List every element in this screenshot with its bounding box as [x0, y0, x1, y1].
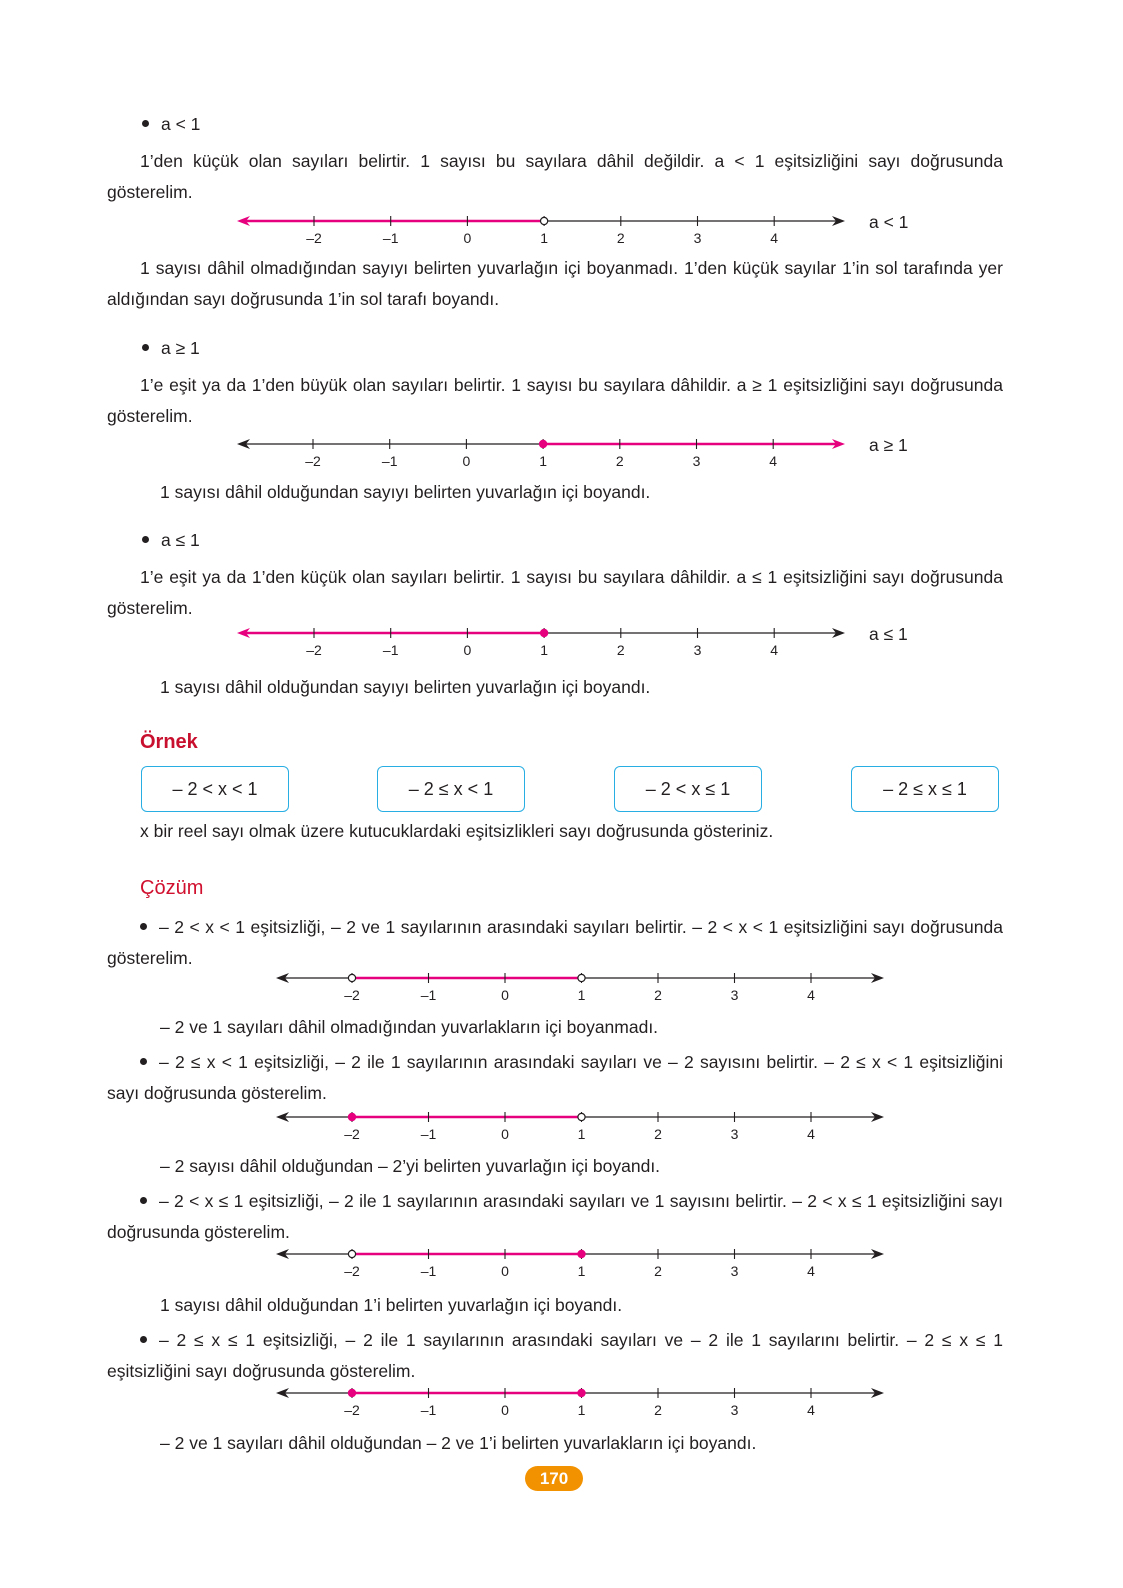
number-line-solution-1: [0, 961, 1123, 1005]
example-box-1: – 2 < x < 1: [141, 766, 289, 812]
number-line-a-lt-1: [0, 204, 1123, 248]
open-endpoint: [348, 1250, 355, 1257]
number-line-label-a-lt-1: a < 1: [869, 212, 909, 232]
open-endpoint: [541, 217, 548, 224]
number-line-solution-3: [0, 1237, 1123, 1281]
number-line-solution-4: [0, 1376, 1123, 1420]
tick-label: –2: [306, 642, 322, 658]
section-3-note: 1 sayısı dâhil olduğundan sayıyı belirten yuvarlağın içi boyandı.: [160, 677, 651, 697]
solution-item-2-note: – 2 sayısı dâhil olduğundan – 2’yi belirten yuvarlağın içi boyandı.: [160, 1156, 661, 1176]
tick-label: 3: [693, 642, 702, 658]
tick-label: –1: [420, 1126, 437, 1142]
tick-label: 3: [693, 230, 702, 246]
page-number-badge: 170: [525, 1466, 583, 1491]
tick-label: 0: [501, 1126, 509, 1142]
tick-label: –2: [344, 987, 360, 1003]
section-3-desc: 1’e eşit ya da 1’den küçük olan sayıları belirtir. 1 sayısı bu sayılara dâhildir. a ≤ 1 eşitsizliğini sayı doğrusunda gösterelim.: [107, 567, 1003, 618]
tick-label: –1: [381, 453, 398, 469]
tick-label: 4: [770, 230, 779, 246]
tick-label: 3: [730, 1263, 739, 1279]
section-3-bullet-text: a ≤ 1: [161, 530, 200, 550]
example-box-2: – 2 ≤ x < 1: [377, 766, 525, 812]
example-box-3: – 2 < x ≤ 1: [614, 766, 762, 812]
tick-label: 4: [807, 987, 815, 1003]
tick-label: –2: [305, 453, 321, 469]
filled-endpoint: [578, 1389, 585, 1396]
number-line-solution-2: [0, 1100, 1123, 1144]
solution-item-1-text: – 2 < x < 1 eşitsizliği, – 2 ve 1 sayılarının arasındaki sayıları belirtir. – 2 < x < 1 eşitsizliğini sayı doğrusunda gösterelim.: [107, 917, 1003, 968]
number-line-a-le-1: [0, 616, 1123, 660]
example-heading: Örnek: [140, 731, 198, 753]
tick-label: 4: [807, 1402, 815, 1418]
section-2-desc: 1’e eşit ya da 1’den büyük olan sayıları belirtir. 1 sayısı bu sayılara dâhildir. a ≥ 1 eşitsizliğini sayı doğrusunda gösterelim.: [107, 375, 1003, 426]
tick-label: 0: [501, 987, 509, 1003]
tick-label: 0: [501, 1263, 509, 1279]
tick-label: 4: [770, 642, 779, 658]
open-endpoint: [578, 1113, 585, 1120]
tick-label: 3: [730, 1126, 739, 1142]
tick-label: –1: [420, 1402, 437, 1418]
tick-label: 1: [577, 987, 586, 1003]
number-line-label-a-le-1: a ≤ 1: [869, 624, 908, 644]
tick-label: 1: [540, 642, 548, 658]
section-2-bullet-text: a ≥ 1: [161, 338, 200, 358]
solution-item-1-note: – 2 ve 1 sayıları dâhil olmadığından yuvarlakların içi boyanmadı.: [160, 1017, 659, 1037]
bullet-dot: [140, 923, 147, 930]
tick-label: 0: [463, 230, 472, 246]
filled-endpoint: [540, 440, 547, 447]
section-1-note: 1 sayısı dâhil olmadığından sayıyı belirten yuvarlağın içi boyanmadı. 1’den küçük sayılar 1’in sol tarafında yer aldığından sayı doğrusunda 1’in sol tarafı boyandı.: [107, 258, 1003, 309]
tick-label: 3: [730, 987, 739, 1003]
bullet-dot: [140, 1197, 147, 1204]
tick-label: –1: [382, 230, 399, 246]
number-line-label-a-ge-1: a ≥ 1: [869, 435, 908, 455]
tick-label: 2: [616, 642, 625, 658]
filled-endpoint: [348, 1389, 355, 1396]
open-endpoint: [348, 974, 355, 981]
tick-label: 1: [539, 453, 547, 469]
example-instruction: x bir reel sayı olmak üzere kutucuklardaki eşitsizlikleri sayı doğrusunda gösteriniz.: [140, 821, 774, 841]
section-1-bullet-text: a < 1: [161, 114, 201, 134]
tick-label: –2: [306, 230, 322, 246]
filled-endpoint: [541, 629, 548, 636]
open-endpoint: [578, 974, 585, 981]
tick-label: 1: [577, 1263, 586, 1279]
section-2-note: 1 sayısı dâhil olduğundan sayıyı belirten yuvarlağın içi boyandı.: [160, 482, 651, 502]
tick-label: –1: [420, 1263, 437, 1279]
tick-label: 2: [654, 987, 662, 1003]
tick-label: –2: [344, 1263, 360, 1279]
filled-endpoint: [578, 1250, 585, 1257]
solution-heading: Çözüm: [140, 877, 204, 899]
tick-label: –1: [382, 642, 399, 658]
tick-label: 2: [654, 1263, 662, 1279]
tick-label: 3: [692, 453, 701, 469]
section-2-bullet: [142, 336, 200, 360]
solution-item-3-note: 1 sayısı dâhil olduğundan 1’i belirten yuvarlağın içi boyandı.: [160, 1295, 623, 1315]
solution-item-4-note: – 2 ve 1 sayıları dâhil olduğundan – 2 ve 1’i belirten yuvarlakların içi boyandı.: [160, 1433, 757, 1453]
tick-label: 0: [462, 453, 471, 469]
section-3-bullet: [142, 528, 200, 552]
tick-label: 1: [540, 230, 548, 246]
tick-label: 4: [807, 1126, 815, 1142]
solution-item-4-text: – 2 ≤ x ≤ 1 eşitsizliği, – 2 ile 1 sayılarının arasındaki sayıları ve – 2 ile 1 sayılarını belirtir. – 2 ≤ x ≤ 1 eşitsizliğini sayı doğrusunda gösterelim.: [107, 1330, 1003, 1381]
tick-label: –2: [344, 1402, 360, 1418]
tick-label: 4: [807, 1263, 815, 1279]
tick-label: 2: [616, 230, 625, 246]
bullet-dot: [142, 344, 149, 351]
bullet-dot: [140, 1336, 147, 1343]
solution-item-3-text: – 2 < x ≤ 1 eşitsizliği, – 2 ile 1 sayılarının arasındaki sayıları ve 1 sayısını belirtir. – 2 < x ≤ 1 eşitsizliğini sayı doğrusunda gösterelim.: [107, 1191, 1003, 1242]
solution-item-2-text: – 2 ≤ x < 1 eşitsizliği, – 2 ile 1 sayılarının arasındaki sayıları ve – 2 sayısını belirtir. – 2 ≤ x < 1 eşitsizliğini sayı doğrusunda gösterelim.: [107, 1052, 1003, 1103]
tick-label: 2: [615, 453, 624, 469]
tick-label: 1: [577, 1402, 586, 1418]
bullet-dot: [142, 120, 149, 127]
bullet-dot: [142, 536, 149, 543]
tick-label: 0: [463, 642, 472, 658]
section-1-desc: 1’den küçük olan sayıları belirtir. 1 sayısı bu sayılara dâhil değildir. a < 1 eşitsizliğini sayı doğrusunda gösterelim.: [107, 151, 1003, 202]
tick-label: –1: [420, 987, 437, 1003]
tick-label: 3: [730, 1402, 739, 1418]
filled-endpoint: [348, 1113, 355, 1120]
tick-label: 2: [654, 1402, 662, 1418]
tick-label: 4: [769, 453, 778, 469]
example-box-4: – 2 ≤ x ≤ 1: [851, 766, 999, 812]
tick-label: –2: [344, 1126, 360, 1142]
number-line-a-ge-1: [0, 427, 1123, 471]
tick-label: 0: [501, 1402, 509, 1418]
bullet-dot: [140, 1058, 147, 1065]
tick-label: 1: [577, 1126, 586, 1142]
tick-label: 2: [654, 1126, 662, 1142]
section-1-bullet: [142, 112, 200, 136]
